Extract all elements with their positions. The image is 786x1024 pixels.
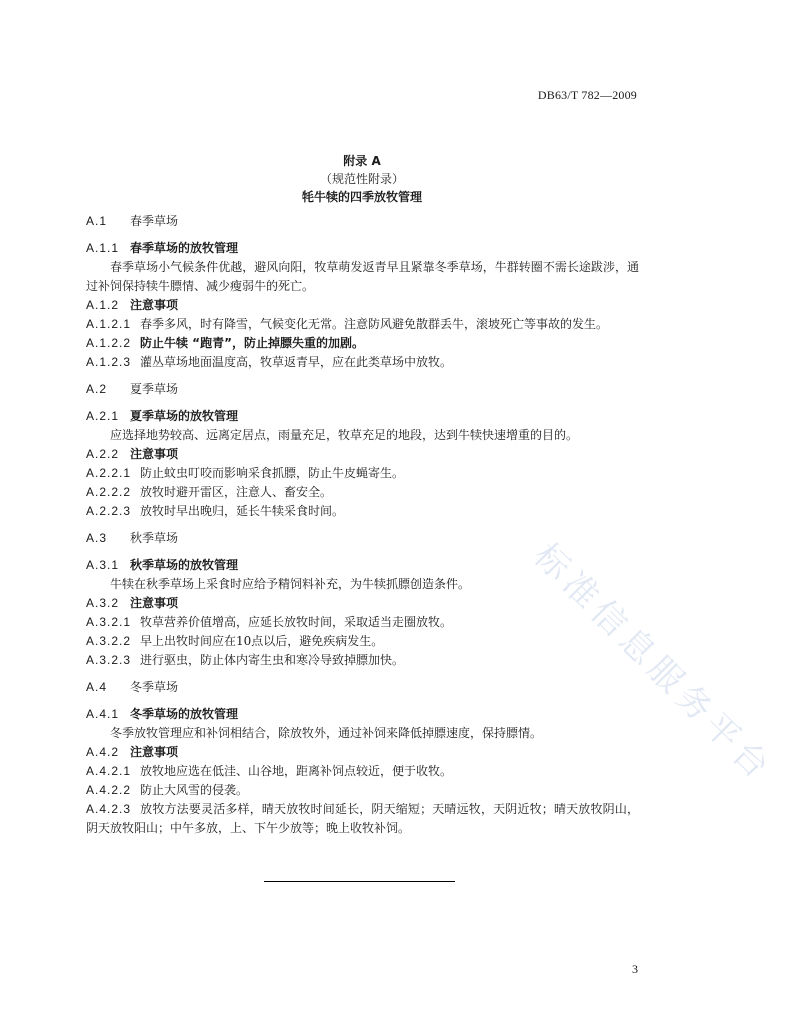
- subsection-heading: [86, 239, 639, 258]
- section-title: 春季草场: [130, 214, 179, 228]
- note-item-text: 春季多风，时有降雪，气候变化无常。注意防风避免散群丢牛，滚坡死亡等事故的发生。: [140, 317, 609, 331]
- watermark: 标准信息服务平台: [526, 535, 781, 791]
- notes-heading: [86, 594, 639, 613]
- note-item-text: 防止大风雪的侵袭。: [140, 783, 249, 797]
- subsection-title: 冬季草场的放牧管理: [130, 707, 239, 721]
- notes-number: A.3.2: [86, 596, 120, 610]
- section-heading: [86, 678, 639, 697]
- notes-heading: [86, 743, 639, 762]
- section-number: A.2: [86, 382, 108, 396]
- note-item-number: A.3.2.3: [86, 653, 132, 667]
- note-item: [86, 502, 639, 521]
- standard-code: DB63/T 782—2009: [537, 88, 637, 102]
- appendix-type: （规范性附录）: [319, 172, 404, 186]
- note-item-number: A.1.2.3: [86, 355, 132, 369]
- note-item-text: 进行驱虫，防止体内寄生虫和寒冷导致掉膘加快。: [140, 653, 405, 667]
- document-body: [86, 212, 639, 838]
- appendix-name: 牦牛犊的四季放牧管理: [301, 190, 422, 204]
- note-item: [86, 315, 639, 334]
- notes-title: 注意事项: [130, 596, 179, 610]
- subsection-title: 秋季草场的放牧管理: [130, 558, 239, 572]
- note-item: [86, 781, 639, 800]
- note-item-text: 灌丛草场地面温度高，牧草返青早，应在此类草场中放牧。: [140, 355, 453, 369]
- section-title: 秋季草场: [130, 531, 179, 545]
- note-item-number: A.4.2.1: [86, 764, 132, 778]
- spacer: [86, 521, 639, 529]
- appendix-title: 附录 A: [343, 154, 381, 168]
- section-number: A.1: [86, 214, 108, 228]
- note-item-number: A.3.2.2: [86, 634, 132, 648]
- page-number: 3: [632, 962, 638, 976]
- section-heading: [86, 380, 639, 399]
- subsection-number: A.2.1: [86, 409, 120, 423]
- note-item-text: 放牧地应选在低洼、山谷地，距离补饲点较近，便于收牧。: [140, 764, 453, 778]
- note-item-number: A.3.2.1: [86, 615, 132, 629]
- management-paragraph: 应选择地势较高、远离定居点，雨量充足，牧草充足的地段，达到牛犊快速增重的目的。: [110, 428, 579, 442]
- section-number: A.4: [86, 680, 108, 694]
- note-item-number: A.4.2.2: [86, 783, 132, 797]
- note-item-text: 防止蚊虫叮咬而影响采食抓膘，防止牛皮蝇寄生。: [140, 466, 405, 480]
- notes-title: 注意事项: [130, 447, 179, 461]
- notes-number: A.2.2: [86, 447, 120, 461]
- section-title: 夏季草场: [130, 382, 179, 396]
- subsection-heading: [86, 407, 639, 426]
- note-item-text: 牧草营养价值增高，应延长放牧时间，采取适当走圈放牧。: [140, 615, 453, 629]
- note-item: [86, 464, 639, 483]
- subsection-number: A.1.1: [86, 241, 120, 255]
- subsection-number: A.3.1: [86, 558, 120, 572]
- note-item: [86, 762, 639, 781]
- note-item: [86, 353, 639, 372]
- note-item-text: 放牧方法要灵活多样，晴天放牧时间延长，阴天缩短；天晴远牧，天阴近牧；晴天放牧阴山，阴天放牧阳山；中午多放，上、下午少放等；晚上收牧补饲。: [86, 802, 639, 835]
- section-title: 冬季草场: [130, 680, 179, 694]
- notes-title: 注意事项: [130, 298, 179, 312]
- note-item: [86, 651, 639, 670]
- notes-title: 注意事项: [130, 745, 179, 759]
- note-item-number: A.2.2.3: [86, 504, 132, 518]
- management-paragraph: 牛犊在秋季草场上采食时应给予精饲料补充，为牛犊抓膘创造条件。: [110, 577, 471, 591]
- footer-rule: [264, 881, 455, 882]
- note-item-number: A.1.2.1: [86, 317, 132, 331]
- section-heading: [86, 212, 639, 231]
- note-item: [86, 334, 639, 353]
- note-item-text: 防止牛犊 “跑青”，防止掉膘失重的加剧。: [140, 336, 364, 350]
- notes-heading: [86, 296, 639, 315]
- notes-heading: [86, 445, 639, 464]
- subsection-number: A.4.1: [86, 707, 120, 721]
- spacer: [86, 399, 639, 407]
- notes-number: A.1.2: [86, 298, 120, 312]
- note-item-text: 放牧时避开雷区，注意人、畜安全。: [140, 485, 333, 499]
- management-paragraph: 冬季放牧管理应和补饲相结合，除放牧外，通过补饲来降低掉膘速度，保持膘情。: [110, 726, 543, 740]
- note-item: [86, 632, 639, 651]
- note-item: [86, 483, 639, 502]
- spacer: [86, 697, 639, 705]
- note-item-number: A.2.2.1: [86, 466, 132, 480]
- subsection-title: 夏季草场的放牧管理: [130, 409, 239, 423]
- management-paragraph: 春季草场小气候条件优越，避风向阳，牧草萌发返青早且紧靠冬季草场，牛群转圈不需长途跋涉，通过补饲保持犊牛膘情、减少瘦弱牛的死亡。: [86, 260, 639, 293]
- notes-number: A.4.2: [86, 745, 120, 759]
- subsection-title: 春季草场的放牧管理: [130, 241, 239, 255]
- spacer: [86, 670, 639, 678]
- note-item: [86, 613, 639, 632]
- note-item-text: 早上出牧时间应在10点以后，避免疾病发生。: [140, 634, 384, 648]
- spacer: [86, 231, 639, 239]
- note-item-number: A.2.2.2: [86, 485, 132, 499]
- note-item-number: A.4.2.3: [86, 802, 132, 816]
- note-item-text: 放牧时早出晚归，延长牛犊采食时间。: [140, 504, 345, 518]
- subsection-heading: [86, 705, 639, 724]
- note-item-number: A.1.2.2: [86, 336, 132, 350]
- section-number: A.3: [86, 531, 108, 545]
- note-item: [86, 800, 639, 838]
- spacer: [86, 372, 639, 380]
